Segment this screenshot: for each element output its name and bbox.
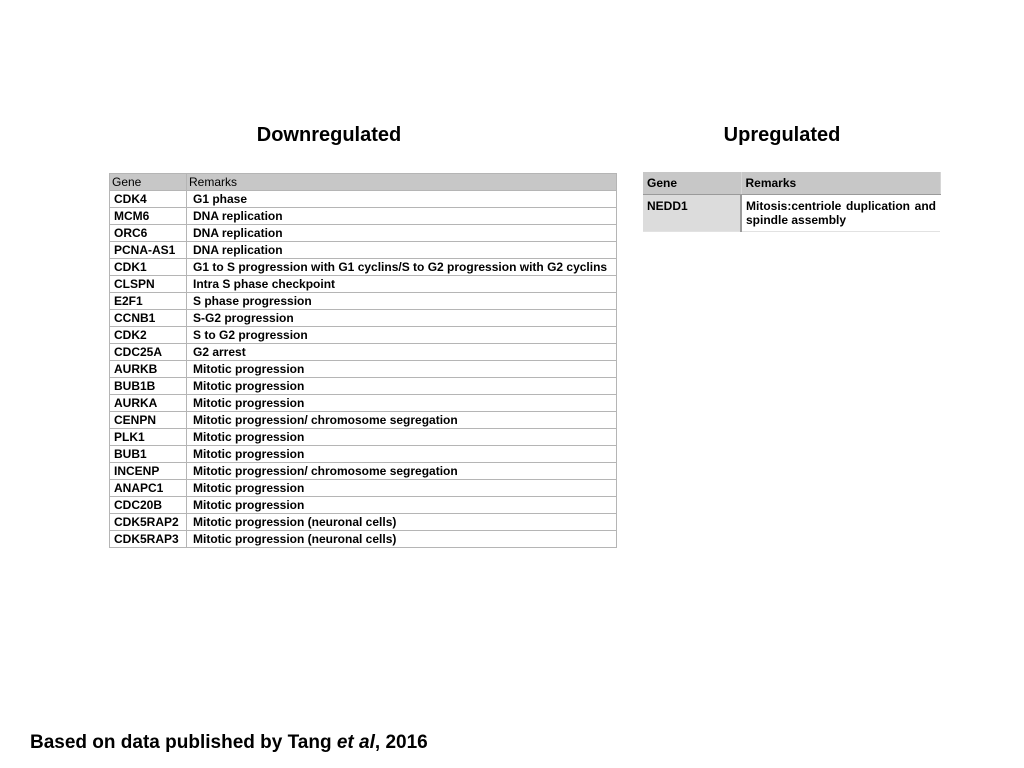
gene-cell: CDK5RAP3 bbox=[110, 531, 187, 548]
gene-cell: AURKB bbox=[110, 361, 187, 378]
remark-cell: Mitotic progression (neuronal cells) bbox=[187, 514, 617, 531]
remark-cell: Mitotic progression bbox=[187, 361, 617, 378]
remark-cell: Mitotic progression bbox=[187, 480, 617, 497]
gene-cell: CDC20B bbox=[110, 497, 187, 514]
table-row bbox=[110, 446, 617, 463]
downregulated-title: Downregulated bbox=[256, 124, 402, 146]
table-row bbox=[110, 293, 617, 310]
gene-cell: AURKA bbox=[110, 395, 187, 412]
gene-cell: CDK1 bbox=[110, 259, 187, 276]
remark-cell: S phase progression bbox=[187, 293, 617, 310]
table-row bbox=[643, 195, 940, 232]
remark-cell: Mitotic progression/ chromosome segregation bbox=[187, 412, 617, 429]
remark-cell: Mitotic progression bbox=[187, 446, 617, 463]
remark-cell: DNA replication bbox=[187, 208, 617, 225]
table-row bbox=[110, 225, 617, 242]
remark-cell: DNA replication bbox=[187, 242, 617, 259]
table-row bbox=[110, 497, 617, 514]
remark-cell: Mitotic progression bbox=[187, 497, 617, 514]
remark-cell: S-G2 progression bbox=[187, 310, 617, 327]
gene-cell: BUB1B bbox=[110, 378, 187, 395]
gene-cell: CDK2 bbox=[110, 327, 187, 344]
gene-cell: CENPN bbox=[110, 412, 187, 429]
remark-cell: Mitotic progression bbox=[187, 378, 617, 395]
remark-cell: Mitosis:centriole duplication and spindle assembly bbox=[741, 195, 940, 232]
upregulated-title: Upregulated bbox=[723, 124, 841, 146]
table-row bbox=[110, 208, 617, 225]
upregulated-table bbox=[643, 172, 941, 232]
gene-cell: CDK4 bbox=[110, 191, 187, 208]
table-row bbox=[110, 514, 617, 531]
table-row bbox=[110, 463, 617, 480]
gene-cell: CCNB1 bbox=[110, 310, 187, 327]
table-row bbox=[110, 429, 617, 446]
table-row bbox=[110, 327, 617, 344]
gene-cell: PCNA-AS1 bbox=[110, 242, 187, 259]
remarks-column-header: Remarks bbox=[741, 172, 940, 195]
gene-cell: PLK1 bbox=[110, 429, 187, 446]
remark-cell: G2 arrest bbox=[187, 344, 617, 361]
citation-footer bbox=[30, 732, 428, 754]
gene-cell: CLSPN bbox=[110, 276, 187, 293]
gene-cell: CDC25A bbox=[110, 344, 187, 361]
remark-cell: G1 to S progression with G1 cyclins/S to G2 progression with G2 cyclins bbox=[187, 259, 617, 276]
remark-cell: Mitotic progression bbox=[187, 429, 617, 446]
gene-column-header: Gene bbox=[110, 174, 187, 191]
table-row bbox=[110, 344, 617, 361]
remark-cell: S to G2 progression bbox=[187, 327, 617, 344]
upregulated-table-body bbox=[643, 195, 940, 232]
table-row bbox=[110, 361, 617, 378]
table-row bbox=[110, 531, 617, 548]
citation-italic: et al bbox=[336, 732, 375, 753]
gene-cell: INCENP bbox=[110, 463, 187, 480]
remark-cell: Intra S phase checkpoint bbox=[187, 276, 617, 293]
gene-cell: ANAPC1 bbox=[110, 480, 187, 497]
table-row bbox=[110, 191, 617, 208]
downregulated-table-body bbox=[110, 191, 617, 548]
remark-cell: Mitotic progression (neuronal cells) bbox=[187, 531, 617, 548]
downregulated-table bbox=[109, 173, 617, 548]
table-row bbox=[110, 412, 617, 429]
table-row bbox=[110, 242, 617, 259]
table-header-row bbox=[643, 172, 940, 195]
remark-cell: DNA replication bbox=[187, 225, 617, 242]
table-row bbox=[110, 276, 617, 293]
table-row bbox=[110, 395, 617, 412]
table-row bbox=[110, 310, 617, 327]
citation-suffix: , 2016 bbox=[374, 732, 428, 753]
remark-cell: G1 phase bbox=[187, 191, 617, 208]
citation-prefix: Based on data published by Tang bbox=[30, 732, 337, 753]
remarks-column-header: Remarks bbox=[187, 174, 617, 191]
gene-cell: NEDD1 bbox=[643, 195, 741, 232]
gene-cell: BUB1 bbox=[110, 446, 187, 463]
remark-cell: Mitotic progression/ chromosome segregation bbox=[187, 463, 617, 480]
table-row bbox=[110, 378, 617, 395]
remark-cell: Mitotic progression bbox=[187, 395, 617, 412]
gene-cell: ORC6 bbox=[110, 225, 187, 242]
gene-column-header: Gene bbox=[643, 172, 741, 195]
gene-cell: MCM6 bbox=[110, 208, 187, 225]
gene-cell: CDK5RAP2 bbox=[110, 514, 187, 531]
table-row bbox=[110, 259, 617, 276]
table-row bbox=[110, 480, 617, 497]
table-header-row bbox=[110, 174, 617, 191]
gene-cell: E2F1 bbox=[110, 293, 187, 310]
